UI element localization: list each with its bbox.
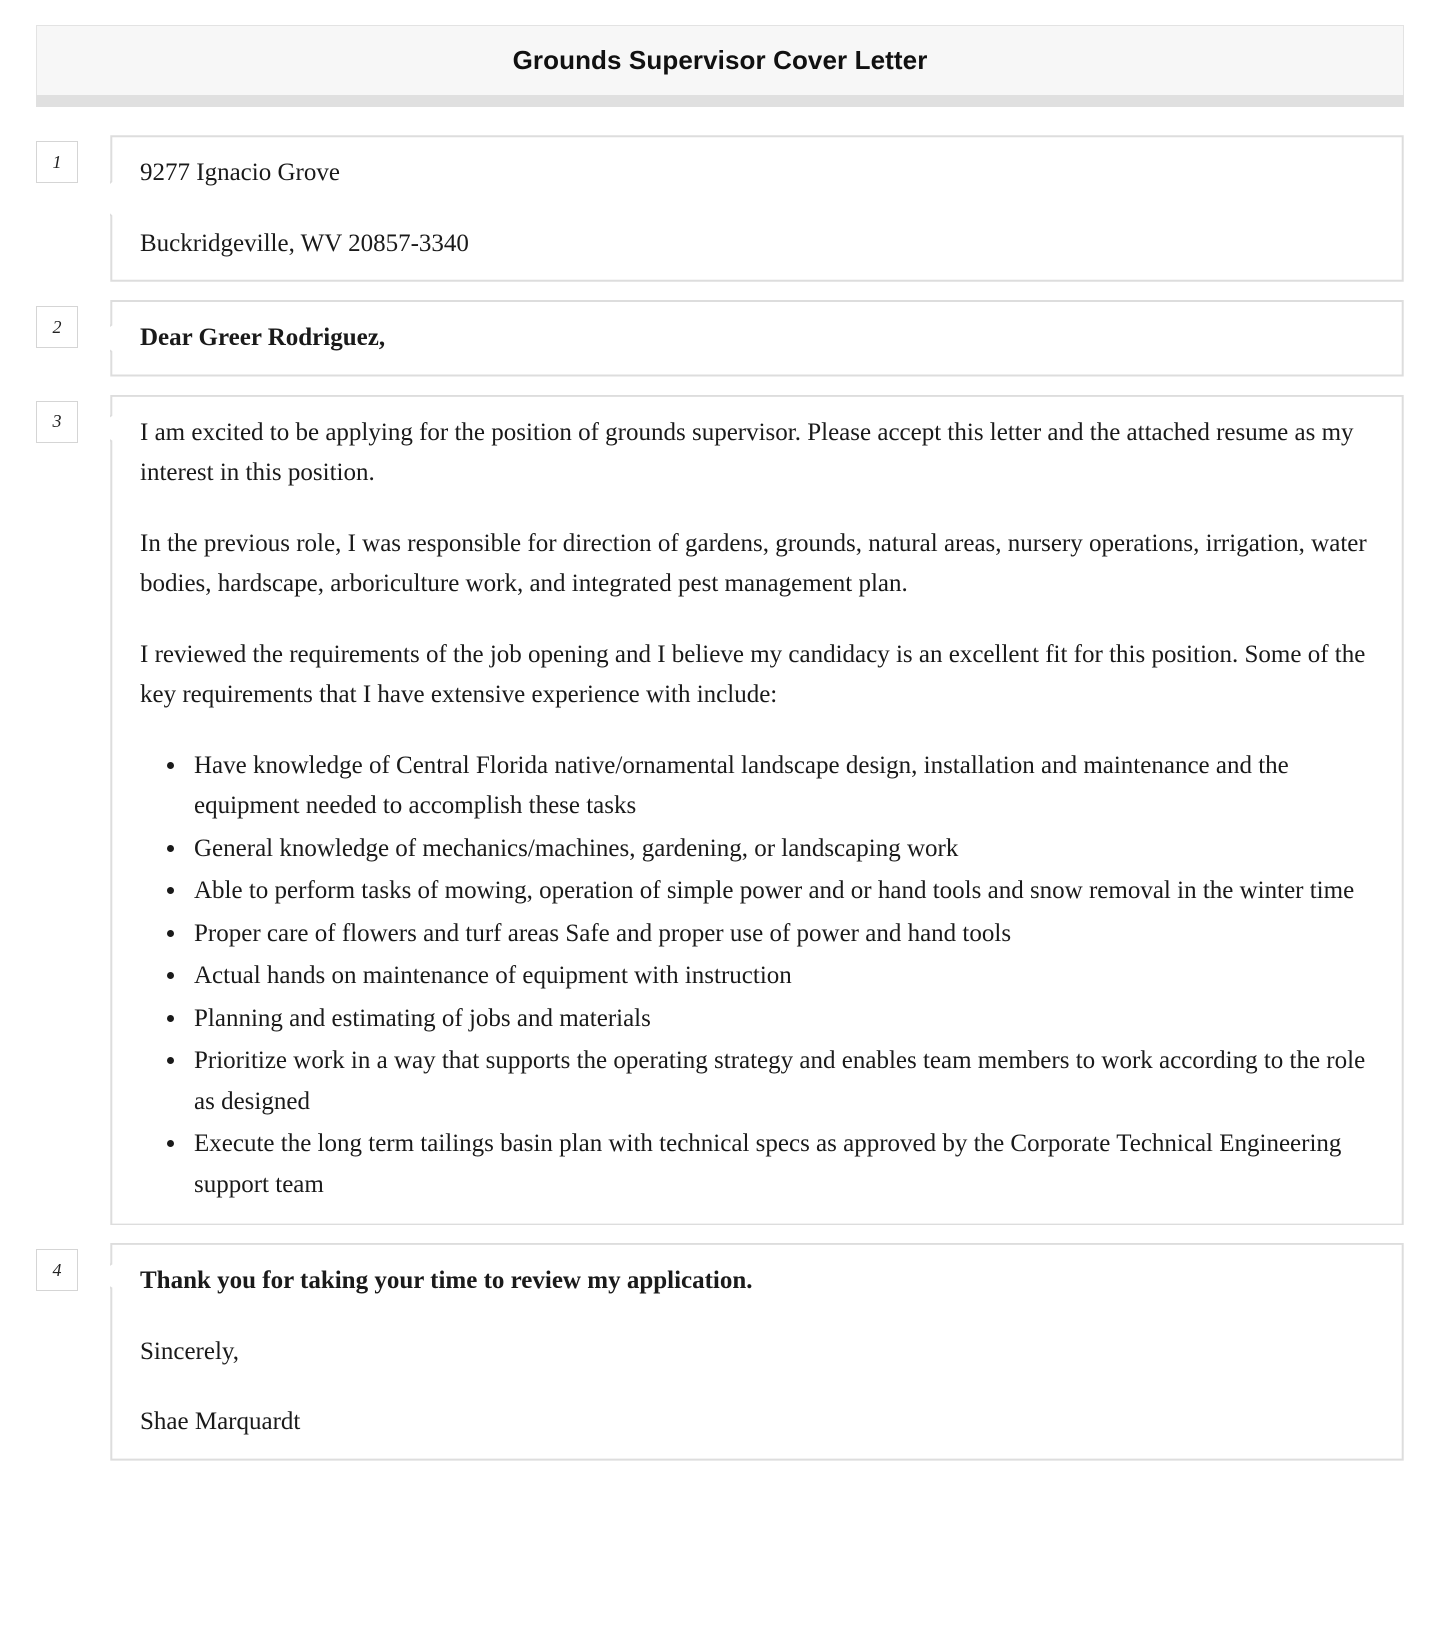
address-card[interactable] (110, 135, 1404, 282)
closing-card-body (110, 1243, 1404, 1461)
list-item: • General knowledge of mechanics/machines, gardening, or landscaping work (188, 829, 1378, 870)
document-header (36, 25, 1404, 95)
header-divider (36, 95, 1404, 107)
closing-word: Sincerely, (140, 1337, 240, 1365)
annotation-section-4 (36, 1243, 1404, 1461)
list-item: • Execute the long term tailings basin plan with technical specs as approved by the Corporate Technical Engineering support team (188, 1124, 1378, 1205)
address-line-2: Buckridgeville, WV 20857-3340 (140, 229, 469, 257)
annotated-sections (36, 107, 1404, 1461)
closing-card[interactable] (110, 1243, 1404, 1461)
annotation-section-1 (36, 135, 1404, 282)
body-paragraph-3: I reviewed the requirements of the job opening and I believe my candidacy is an excellent fit for this position. Some of the key requirements that I have extensive experience with include: (140, 640, 1366, 708)
list-item: • Planning and estimating of jobs and materials (188, 999, 1378, 1040)
list-item: • Proper care of flowers and turf areas Safe and proper use of power and hand tools (188, 914, 1378, 955)
thank-you-text: Thank you for taking your time to review my application. (140, 1267, 753, 1294)
body-paragraph-1: I am excited to be applying for the position of grounds supervisor. Please accept this letter and the attached resume as my interest in this position. (140, 418, 1354, 486)
signature-name: Shae Marquardt (140, 1408, 301, 1435)
letter-body-card[interactable] (110, 395, 1404, 1226)
list-item: • Have knowledge of Central Florida native/ornamental landscape design, installation and maintenance and the equipment needed to accomplish these tasks (188, 746, 1378, 827)
annotation-section-2 (36, 300, 1404, 377)
annotation-number-3[interactable]: 3 (36, 401, 78, 443)
address-card-body (110, 135, 1404, 282)
body-paragraph-2: In the previous role, I was responsible for direction of gardens, grounds, natural areas, nursery operations, irrigation, water bodies, hardscape, arboriculture work, and integrated pest management plan. (140, 529, 1367, 597)
salutation-text: Dear Greer Rodriguez, (140, 324, 386, 351)
annotation-number-4[interactable]: 4 (36, 1249, 78, 1291)
salutation-card-body (110, 300, 1404, 377)
requirements-list (140, 746, 1378, 1206)
annotation-section-3 (36, 395, 1404, 1226)
document-page (0, 25, 1440, 1461)
page-title: Grounds Supervisor Cover Letter (512, 45, 928, 75)
annotation-number-1[interactable]: 1 (36, 141, 78, 183)
list-item: • Actual hands on maintenance of equipment with instruction (188, 956, 1378, 997)
list-item: • Able to perform tasks of mowing, operation of simple power and or hand tools and snow removal in the winter time (188, 871, 1378, 912)
list-item: • Prioritize work in a way that supports the operating strategy and enables team members to work according to the role as designed (188, 1041, 1378, 1122)
annotation-number-2[interactable]: 2 (36, 306, 78, 348)
address-line-1: 9277 Ignacio Grove (140, 159, 340, 186)
letter-body-card-body (110, 395, 1404, 1226)
salutation-card[interactable] (110, 300, 1404, 377)
